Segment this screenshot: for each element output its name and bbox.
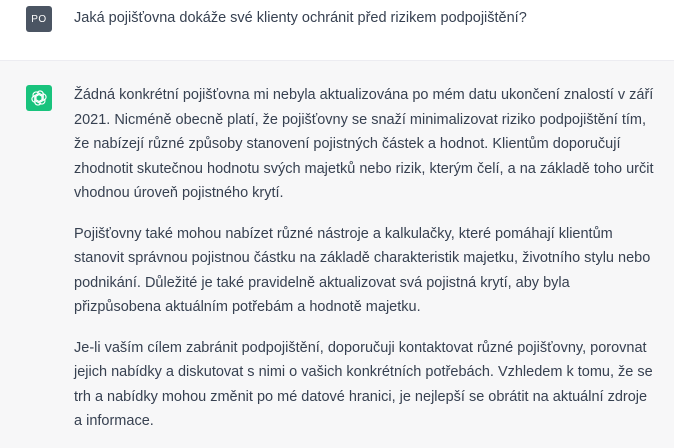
user-message-text: Jaká pojišťovna dokáže své klienty ochránit před rizikem podpojištění? bbox=[74, 10, 527, 26]
assistant-paragraph-2: Pojišťovny také mohou nabízet různé nástroje a kalkulačky, které pomáhají klientům stanovit správnou pojistnou částku na základě charakteristik majetku, životního stylu nebo podnikání. Důležité je také pravidelně aktualizovat svá pojistná krytí, aby byla přizpůsobena aktuálním potřebám a hodnotě majetku. bbox=[74, 225, 651, 315]
assistant-message bbox=[0, 60, 674, 448]
openai-logo-icon bbox=[26, 85, 52, 111]
assistant-paragraph-3: Je-li vaším cílem zabránit podpojištění, doporučuji kontaktovat různé pojišťovny, porovnat jejich nabídky a diskutovat s nimi o vašich konkrétních potřebách. Vzhledem k tomu, že se trh a nabídky mohou změnit po mé datové hranici, je nejlepší se obrátit na aktuální zdroje a informace. bbox=[74, 339, 653, 429]
assistant-message-text bbox=[74, 83, 658, 448]
user-avatar: PO bbox=[26, 6, 52, 32]
assistant-paragraph-1: Žádná konkrétní pojišťovna mi nebyla aktualizována po mém datu ukončení znalostí v září 2021. Nicméně obecně platí, že pojišťovny se snaží minimalizovat riziko podpojištění tím, že nabízejí různé způsoby stanovení pojistných částek a hodnot. Klientům doporučují zhodnotit skutečnou hodnotu svých majetků nebo rizik, kterým čelí, a na základě toho určit vhodnou úroveň pojistného krytí. bbox=[74, 87, 654, 201]
user-message bbox=[0, 0, 674, 60]
